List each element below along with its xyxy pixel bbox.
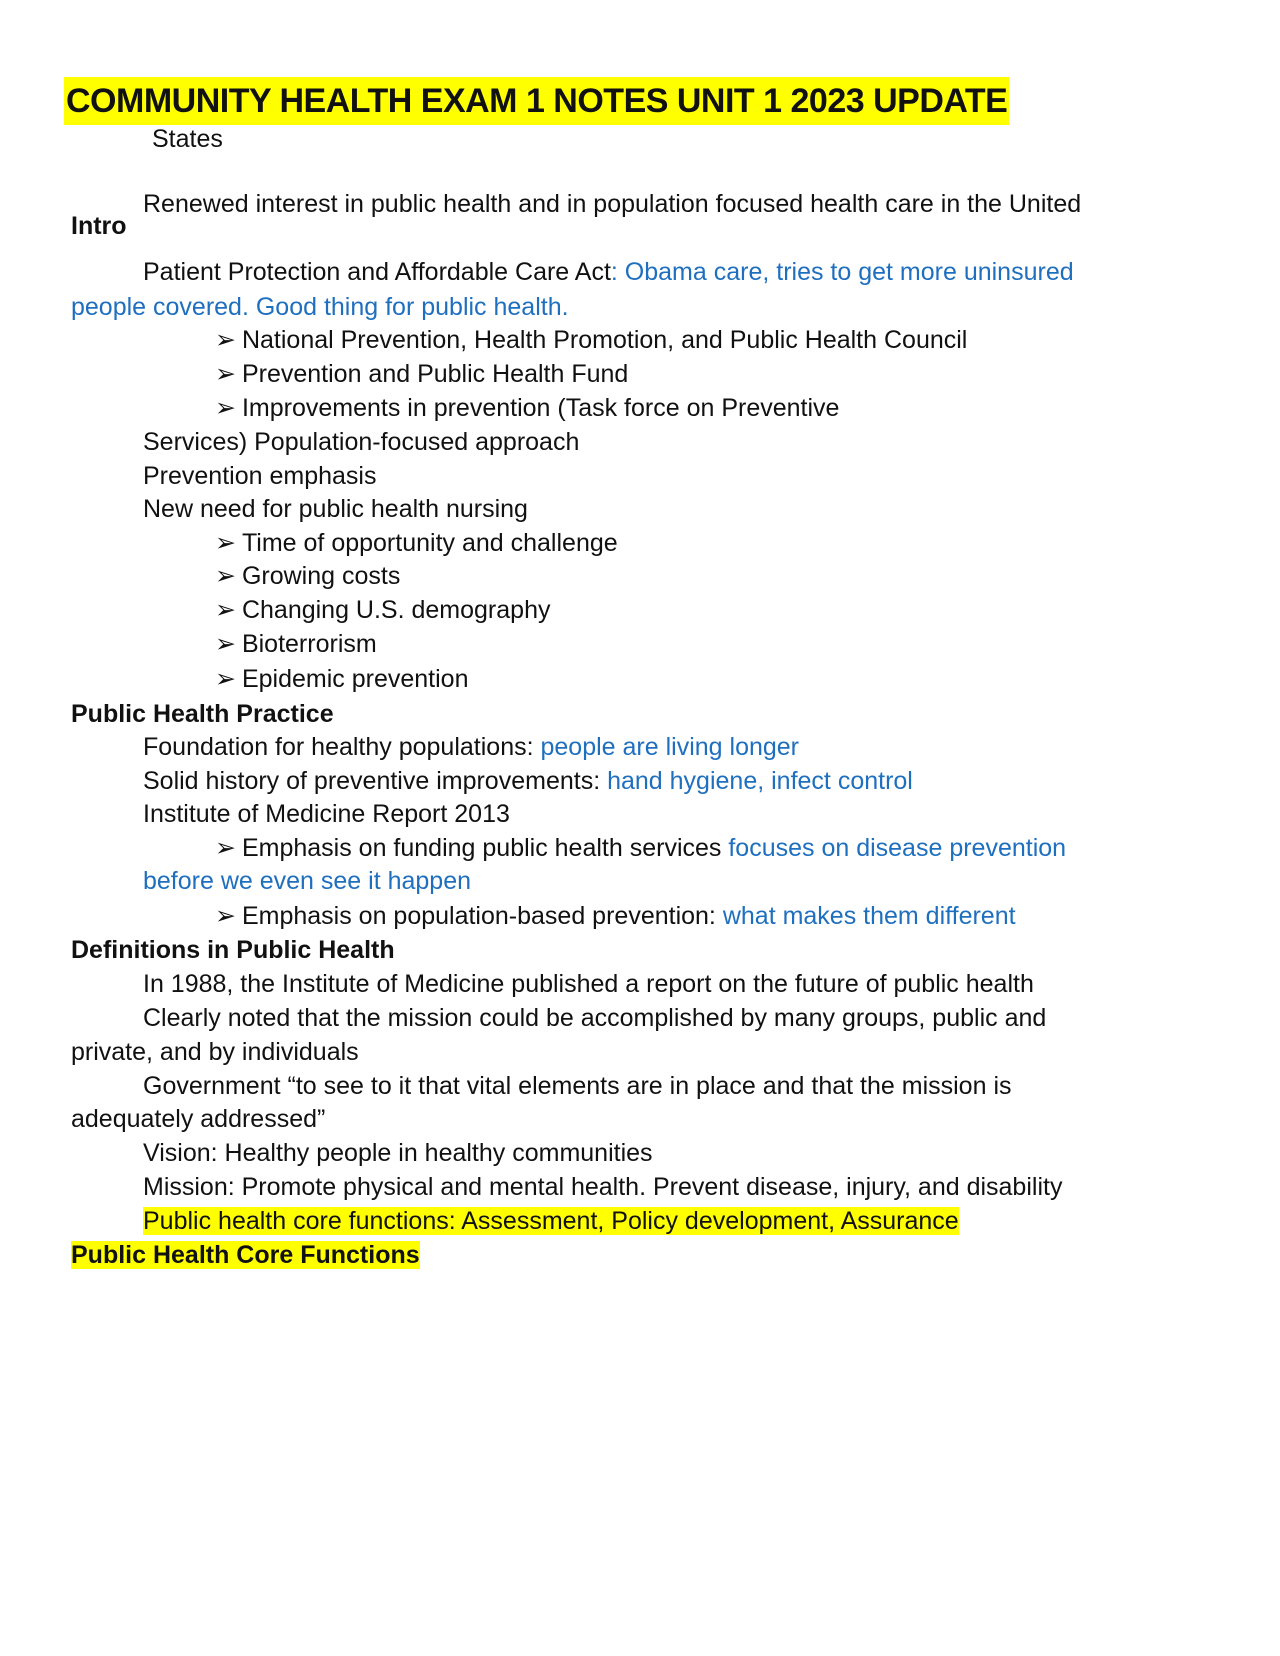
bullet-note: focuses on disease prevention xyxy=(728,834,1067,862)
ppaca-note: : Obama care, tries to get more uninsured xyxy=(610,258,1074,286)
definitions-line-2-cont: private, and by individuals xyxy=(71,1038,359,1066)
document-title: COMMUNITY HEALTH EXAM 1 NOTES UNIT 1 2023 UPDATE xyxy=(64,77,1009,125)
bullet-arrow-icon: ➢ xyxy=(215,562,236,590)
bullet-arrow-icon: ➢ xyxy=(215,834,236,862)
intro-cont-2: Prevention emphasis xyxy=(143,462,377,490)
bullet-arrow-icon: ➢ xyxy=(215,630,236,658)
intro-cont-3: New need for public health nursing xyxy=(143,495,528,523)
states-word: States xyxy=(152,125,223,153)
definitions-line-3: Government “to see to it that vital elements are in place and that the mission is xyxy=(143,1072,1012,1100)
intro-line-1: Renewed interest in public health and in population focused health care in the United xyxy=(143,190,1082,218)
bullet-arrow-icon: ➢ xyxy=(215,529,236,557)
ppaca-note-cont: people covered. Good thing for public health. xyxy=(71,293,569,321)
ppaca-label: Patient Protection and Affordable Care Act xyxy=(143,258,611,286)
practice-line-3: Institute of Medicine Report 2013 xyxy=(143,800,510,828)
bullet-text: Prevention and Public Health Fund xyxy=(241,360,629,388)
core-functions-highlight: Public health core functions: Assessment, Policy development, Assurance xyxy=(143,1207,959,1235)
bullet-arrow-icon: ➢ xyxy=(215,665,236,693)
bullet-note-cont: before we even see it happen xyxy=(143,867,472,895)
definitions-line-1: In 1988, the Institute of Medicine published a report on the future of public health xyxy=(143,970,1034,998)
bullet-item xyxy=(215,627,377,661)
core-functions-heading xyxy=(71,1238,420,1272)
bullet-item xyxy=(215,831,1066,865)
practice-line-1-note: people are living longer xyxy=(540,733,800,761)
vision-line: Vision: Healthy people in healthy communities xyxy=(143,1139,653,1167)
bullet-item xyxy=(215,323,967,357)
practice-heading: Public Health Practice xyxy=(71,700,334,728)
bullet-item xyxy=(215,357,628,391)
bullet-arrow-icon: ➢ xyxy=(215,596,236,624)
bullet-item xyxy=(215,559,400,593)
practice-line-2 xyxy=(143,764,913,798)
bullet-arrow-icon: ➢ xyxy=(215,360,236,388)
mission-line: Mission: Promote physical and mental health. Prevent disease, injury, and disability xyxy=(143,1173,1063,1201)
bullet-text: Changing U.S. demography xyxy=(241,596,551,624)
core-functions-heading-text: Public Health Core Functions xyxy=(71,1241,420,1269)
bullet-arrow-icon: ➢ xyxy=(215,394,236,422)
bullet-text: Epidemic prevention xyxy=(241,665,469,693)
bullet-arrow-icon: ➢ xyxy=(215,326,236,354)
bullet-text: Time of opportunity and challenge xyxy=(241,529,618,557)
ppaca-line xyxy=(143,255,1074,289)
bullet-item xyxy=(215,526,618,560)
intro-heading: Intro xyxy=(71,212,127,240)
bullet-note: what makes them different xyxy=(722,902,1016,930)
bullet-text: Emphasis on funding public health services xyxy=(241,834,729,862)
core-functions-line xyxy=(143,1204,959,1238)
definitions-line-3-cont: adequately addressed” xyxy=(71,1105,326,1133)
bullet-arrow-icon: ➢ xyxy=(215,902,236,930)
bullet-item xyxy=(215,899,1016,933)
bullet-text: National Prevention, Health Promotion, and Public Health Council xyxy=(241,326,968,354)
definitions-line-2: Clearly noted that the mission could be accomplished by many groups, public and xyxy=(143,1004,1047,1032)
bullet-item xyxy=(215,662,468,696)
bullet-item xyxy=(215,391,839,425)
intro-cont-1: Services) Population-focused approach xyxy=(143,428,580,456)
bullet-text: Growing costs xyxy=(241,562,401,590)
practice-line-2-note: hand hygiene, infect control xyxy=(607,767,913,795)
practice-line-1-label: Foundation for healthy populations: xyxy=(143,733,541,761)
bullet-text: Emphasis on population-based prevention: xyxy=(241,902,723,930)
practice-line-2-label: Solid history of preventive improvements: xyxy=(143,767,608,795)
bullet-text: Improvements in prevention (Task force on Preventive xyxy=(241,394,840,422)
bullet-text: Bioterrorism xyxy=(241,630,377,658)
bullet-item xyxy=(215,593,550,627)
definitions-heading: Definitions in Public Health xyxy=(71,936,395,964)
practice-line-1 xyxy=(143,730,799,764)
